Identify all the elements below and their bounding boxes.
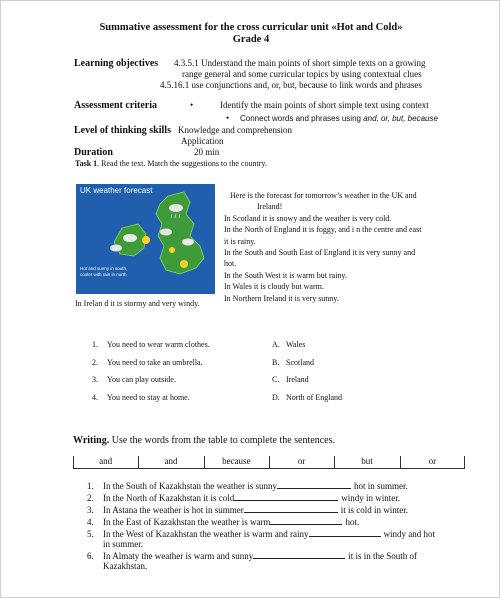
word-table-divider — [138, 456, 139, 469]
sentence-number: 5. — [87, 529, 94, 539]
sentence-row — [87, 492, 400, 503]
duration-label: Duration — [74, 147, 113, 158]
sentence-number: 4. — [87, 517, 94, 527]
suggestion-number: 4. — [92, 392, 98, 402]
suggestion-number: 1. — [92, 340, 98, 349]
sentence-6-continuation: Kazakhstan. — [103, 561, 148, 571]
forecast-line: hot. — [224, 259, 237, 269]
objective-line-2: range general and some curricular topics by using contextual clues — [182, 69, 422, 79]
forecast-line: In the North of England it is foggy, and i n the centre and east — [224, 225, 422, 235]
suggestion-number: 2. — [92, 357, 98, 367]
objective-line-1: 4.3.5.1 Understand the main points of short simple texts on a growing — [174, 58, 426, 68]
answer-blank[interactable] — [244, 504, 338, 513]
sentence-start: In Astana the weather is hot in summer — [103, 505, 244, 515]
country-letter: D. — [272, 392, 280, 402]
word-table-divider — [464, 456, 465, 469]
sentence-row — [87, 480, 408, 491]
objective-line-3: 4.5.16.1 use conjunctions and, or, but, because to link words and phrases — [160, 80, 422, 90]
forecast-line: In Northern Ireland it is very sunny. — [224, 293, 339, 303]
criteria-bullet-2: • — [226, 113, 230, 123]
criteria-bullet-1: • — [190, 100, 194, 110]
sentence-5-continuation: in summer. — [103, 539, 143, 549]
writing-heading: Writing. Use the words from the table to complete the sentences. — [73, 435, 335, 446]
suggestion-text: You need to stay at home. — [107, 392, 190, 402]
criteria-label: Assessment criteria — [74, 100, 158, 111]
conjunctions-list: and, or, but, because — [363, 114, 438, 123]
sentence-start: In the South of Kazakhstan the weather is sunny — [103, 481, 277, 491]
sentence-start: In the North of Kazakhstan it is cold — [103, 493, 235, 503]
sentence-end: windy in winter. — [341, 493, 400, 503]
grade-label: Grade 4 — [232, 34, 270, 45]
objectives-label: Learning objectives — [74, 58, 159, 69]
country-name: Wales — [286, 340, 306, 349]
sentence-end: windy and hot — [383, 529, 436, 539]
suggestion-text: You need to take an umbrella. — [107, 357, 203, 367]
forecast-line: In the South and South East of England it is very sunny and — [224, 248, 416, 257]
forecast-line: In the South West it is warm but rainy. — [224, 270, 347, 280]
criteria-line-2: Connect words and phrases using and, or, but, because — [240, 114, 438, 123]
worksheet-title: Summative assessment for the cross curricular unit «Hot and Cold» — [99, 22, 403, 33]
sentence-row — [87, 550, 417, 561]
sentence-row — [87, 516, 359, 527]
word-table-divider — [400, 456, 401, 469]
word-cell: or — [297, 456, 306, 466]
suggestion-number: 3. — [92, 375, 98, 384]
sentence-number: 6. — [87, 551, 94, 561]
sentence-start: In the West of Kazakhstan the weather is warm and rainy — [103, 529, 309, 539]
sentence-row — [87, 504, 408, 515]
forecast-last-line: In Irelan d it is stormy and very windy. — [75, 299, 200, 308]
answer-blank[interactable] — [309, 528, 381, 537]
thinking-value-2: Application — [181, 136, 224, 146]
word-table-divider — [204, 456, 205, 469]
answer-blank[interactable] — [234, 492, 338, 501]
forecast-line: In Wales it is cloudy but warm. — [224, 282, 324, 292]
sentence-number: 2. — [87, 493, 94, 503]
sentence-number: 3. — [87, 505, 94, 515]
country-name: Ireland — [286, 375, 309, 384]
task1-heading: Task 1. Read the text. Match the suggestions to the country. — [75, 159, 267, 168]
word-cell: and — [99, 456, 113, 466]
answer-blank[interactable] — [253, 550, 345, 559]
sentence-start: In the East of Kazakhstan the weather is warm — [103, 517, 271, 527]
country-name: Scotland — [286, 357, 314, 367]
sentence-start: In Almaty the weather is warm and sunny — [103, 551, 254, 561]
sentence-number: 1. — [87, 481, 94, 491]
forecast-line: it is rainy. — [224, 236, 256, 246]
word-cell: and — [164, 456, 178, 466]
word-cell: because — [222, 456, 251, 466]
map-caption: Hot and sunny in south, cooler with rain in north — [80, 266, 128, 277]
answer-blank[interactable] — [277, 480, 351, 489]
forecast-line: Here is the forecast for tomorrow’s weather in the UK and — [230, 191, 417, 200]
sentence-end: it is cold in winter. — [340, 505, 408, 515]
sentence-end: it is in the South of — [348, 551, 417, 561]
country-name: North of England — [286, 392, 342, 402]
word-table-divider — [334, 456, 335, 469]
uk-weather-map — [76, 184, 215, 294]
criteria-line-1: Identify the main points of short simple text using context — [220, 100, 429, 110]
thinking-value-1: Knowledge and comprehension — [178, 125, 292, 135]
suggestion-text: You can play outside. — [107, 375, 176, 384]
word-cell: but — [361, 456, 373, 466]
map-title: UK weather forecast — [80, 186, 153, 195]
forecast-line: In Scotland it is snowy and the weather is very cold. — [224, 213, 392, 223]
word-cell: or — [428, 456, 437, 466]
word-table-divider — [73, 456, 74, 469]
duration-value: 20 min — [194, 147, 220, 157]
suggestion-text: You need to wear warm clothes. — [107, 340, 210, 349]
sentence-end: hot in summer. — [353, 481, 408, 491]
forecast-line: Ireland! — [257, 202, 283, 212]
word-table — [73, 456, 465, 469]
country-letter: C. — [272, 375, 280, 384]
country-letter: B. — [272, 357, 280, 367]
sentence-end: hot. — [345, 517, 360, 527]
answer-blank[interactable] — [270, 516, 342, 525]
word-table-divider — [269, 456, 270, 469]
sentence-row — [87, 528, 435, 539]
thinking-label: Level of thinking skills — [74, 125, 171, 136]
country-letter: A. — [272, 340, 280, 349]
